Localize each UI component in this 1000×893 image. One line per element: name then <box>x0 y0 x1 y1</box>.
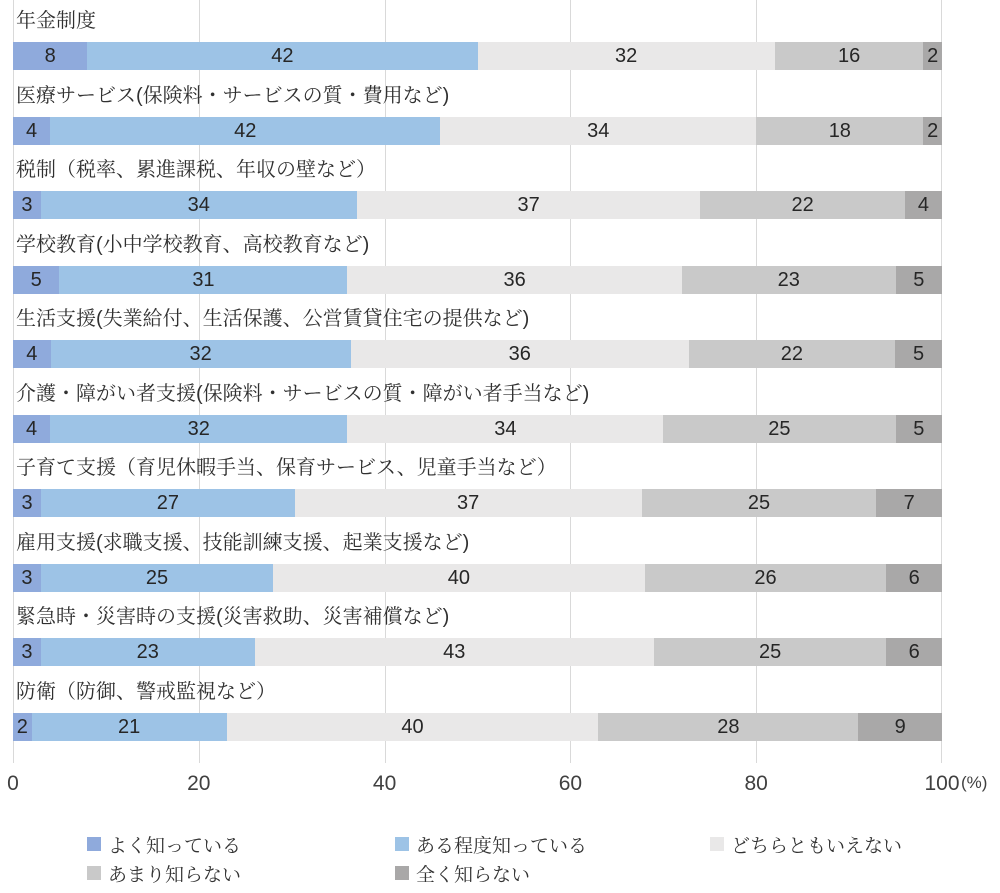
bar-segment <box>351 340 689 368</box>
bar-segment <box>775 42 924 70</box>
bar-segment <box>896 266 942 294</box>
bar-segment <box>886 564 942 592</box>
bar-segment <box>295 489 642 517</box>
bar-segment <box>923 117 942 145</box>
segment-value-label: 27 <box>156 492 179 514</box>
bar-segment <box>41 564 273 592</box>
bar-segment <box>886 638 942 666</box>
legend-item <box>395 832 587 856</box>
legend-label: よく知っている <box>108 835 242 857</box>
segment-value-label: 36 <box>508 343 531 365</box>
segment-value-label: 4 <box>26 119 38 142</box>
segment-value-label: 37 <box>517 194 540 216</box>
segment-value-label: 25 <box>768 417 791 440</box>
bar-row <box>13 191 942 219</box>
segment-value-label: 2 <box>927 45 939 67</box>
legend-swatch-icon <box>395 866 409 880</box>
bar-segment <box>227 713 599 741</box>
bar-row <box>13 564 942 592</box>
segment-value-label: 28 <box>717 715 740 738</box>
legend-item <box>87 832 241 856</box>
bar-segment <box>41 489 294 517</box>
bar-row <box>13 489 942 517</box>
segment-value-label: 37 <box>456 492 480 514</box>
segment-value-label: 34 <box>494 417 517 440</box>
segment-value-label: 36 <box>503 268 526 291</box>
category-label: 雇用支援(求職支援、技能訓練支援、起業支援など) <box>16 531 470 554</box>
category-label: 緊急時・災害時の支援(災害救助、災害補償など) <box>16 606 450 628</box>
bar-segment <box>598 713 858 741</box>
bar-segment <box>357 191 701 219</box>
x-axis-tick-label: 0 <box>7 772 19 795</box>
bar-segment <box>654 638 886 666</box>
segment-value-label: 4 <box>26 343 38 365</box>
bar-segment <box>13 191 41 219</box>
segment-value-label: 3 <box>21 641 33 663</box>
plot-area <box>13 0 942 763</box>
segment-value-label: 42 <box>234 119 257 142</box>
segment-value-label: 5 <box>30 268 42 291</box>
segment-value-label: 6 <box>908 566 920 589</box>
segment-value-label: 2 <box>16 715 28 738</box>
segment-value-label: 9 <box>894 715 906 738</box>
segment-value-label: 32 <box>189 343 212 365</box>
segment-value-label: 4 <box>26 417 38 440</box>
segment-value-label: 6 <box>908 641 920 663</box>
segment-value-label: 8 <box>44 45 56 67</box>
category-label: 税制（税率、累進課税、年収の壁など） <box>16 159 376 181</box>
category-label: 子育て支援（育児休暇手当、保育サービス、児童手当など） <box>16 457 557 479</box>
x-axis-tick-label: 80 <box>744 772 768 795</box>
bar-segment <box>13 266 59 294</box>
bar-segment <box>756 117 923 145</box>
segment-value-label: 34 <box>187 194 210 216</box>
bar-segment <box>895 340 942 368</box>
category-label: 医療サービス(保険料・サービスの質・費用など) <box>16 84 450 107</box>
bar-row <box>13 42 942 70</box>
bar-segment <box>642 489 877 517</box>
legend-label: 全く知らない <box>416 864 531 886</box>
bar-segment <box>689 340 895 368</box>
legend-label: あまり知らない <box>108 864 242 886</box>
bar-row <box>13 638 942 666</box>
category-label: 介護・障がい者支援(保険料・サービスの質・障がい者手当など) <box>16 382 590 405</box>
bar-row <box>13 266 942 294</box>
legend-item <box>395 861 530 885</box>
category-label: 年金制度 <box>16 10 96 32</box>
x-axis-tick-label: 40 <box>372 772 397 795</box>
category-label: 学校教育(小中学校教育、高校教育など) <box>16 233 370 256</box>
segment-value-label: 18 <box>828 119 851 142</box>
segment-value-label: 34 <box>587 119 610 142</box>
segment-value-label: 3 <box>21 566 33 589</box>
segment-value-label: 26 <box>754 566 777 589</box>
segment-value-label: 7 <box>903 492 915 514</box>
segment-value-label: 43 <box>443 641 466 663</box>
bar-segment <box>663 415 895 443</box>
bar-segment <box>87 42 477 70</box>
legend-swatch-icon <box>395 837 409 851</box>
legend-swatch-icon <box>87 837 101 851</box>
bar-segment <box>13 340 51 368</box>
segment-value-label: 5 <box>912 343 925 365</box>
segment-value-label: 16 <box>837 45 861 67</box>
legend-item <box>87 861 241 885</box>
bar-segment <box>41 638 255 666</box>
bar-segment <box>32 713 227 741</box>
bar-segment <box>13 564 41 592</box>
bar-segment <box>347 415 663 443</box>
bar-segment <box>923 42 942 70</box>
segment-value-label: 32 <box>615 45 638 67</box>
segment-value-label: 23 <box>136 641 159 663</box>
category-label: 防衛（防御、警戒監視など） <box>16 680 276 703</box>
bar-segment <box>905 191 942 219</box>
segment-value-label: 23 <box>777 268 800 291</box>
x-axis-tick-label: 100 <box>924 772 960 795</box>
segment-value-label: 5 <box>913 268 925 291</box>
bar-row <box>13 713 942 741</box>
category-label: 生活支援(失業給付、生活保護、公営賃貸住宅の提供など) <box>16 308 530 330</box>
legend-swatch-icon <box>710 837 724 851</box>
bar-segment <box>645 564 887 592</box>
segment-value-label: 25 <box>759 641 782 663</box>
segment-value-label: 2 <box>927 119 939 142</box>
bar-segment <box>13 117 50 145</box>
segment-value-label: 5 <box>913 417 925 440</box>
bar-segment <box>59 266 347 294</box>
bar-segment <box>13 638 41 666</box>
segment-value-label: 21 <box>118 715 141 738</box>
segment-value-label: 40 <box>447 566 471 589</box>
bar-segment <box>255 638 654 666</box>
axis-unit-label: (%) <box>961 773 988 792</box>
bar-segment <box>876 489 942 517</box>
x-axis-tick-label: 20 <box>187 772 211 795</box>
segment-value-label: 25 <box>145 566 169 589</box>
bar-segment <box>13 415 50 443</box>
x-axis-tick-label: 60 <box>558 772 583 795</box>
segment-value-label: 31 <box>192 268 215 291</box>
bar-row <box>13 117 942 145</box>
segment-value-label: 3 <box>21 194 33 216</box>
legend-label: どちらともいえない <box>731 835 903 857</box>
bar-segment <box>41 191 357 219</box>
legend-label: ある程度知っている <box>416 835 588 857</box>
segment-value-label: 32 <box>187 417 210 440</box>
segment-value-label: 3 <box>21 492 33 514</box>
bar-segment <box>13 42 87 70</box>
bar-segment <box>858 713 942 741</box>
segment-value-label: 42 <box>271 45 294 67</box>
bar-row <box>13 340 942 368</box>
bar-row <box>13 415 942 443</box>
legend-swatch-icon <box>87 866 101 880</box>
bar-segment <box>440 117 756 145</box>
segment-value-label: 22 <box>780 343 803 365</box>
bar-segment <box>478 42 775 70</box>
legend-item <box>710 832 902 856</box>
bar-segment <box>273 564 645 592</box>
segment-value-label: 40 <box>401 715 424 738</box>
segment-value-label: 22 <box>791 194 814 216</box>
bar-segment <box>896 415 942 443</box>
segment-value-label: 4 <box>917 194 929 216</box>
bar-segment <box>50 117 440 145</box>
bar-segment <box>13 489 41 517</box>
bar-segment <box>13 713 32 741</box>
bar-segment <box>682 266 896 294</box>
bar-segment <box>51 340 351 368</box>
bar-segment <box>50 415 347 443</box>
bar-segment <box>700 191 904 219</box>
bar-segment <box>347 266 681 294</box>
segment-value-label: 25 <box>747 492 771 514</box>
